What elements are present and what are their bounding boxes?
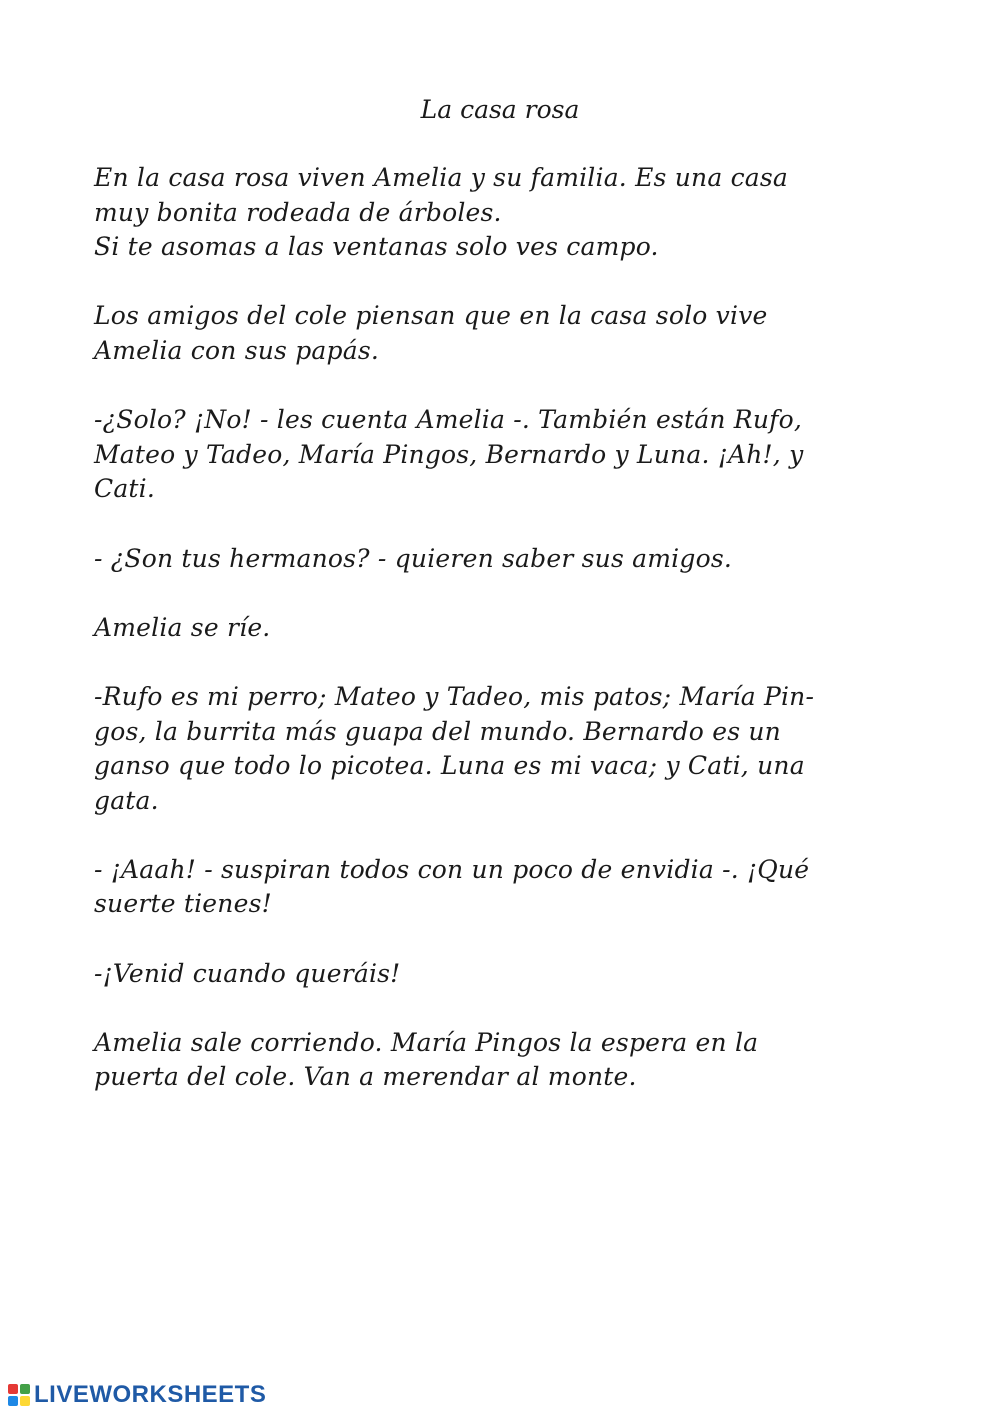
text-line: -¿Solo? ¡No! - les cuenta Amelia -. También están Rufo, bbox=[94, 405, 802, 435]
story-body bbox=[94, 161, 904, 1095]
text-line: Mateo y Tadeo, María Pingos, Bernardo y Luna. ¡Ah!, y bbox=[94, 439, 804, 469]
logo-text: LIVEWORKSHEETS bbox=[34, 1381, 267, 1408]
text-line: muy bonita rodeada de árboles. bbox=[94, 197, 502, 227]
text-line: puerta del cole. Van a merendar al monte. bbox=[94, 1062, 637, 1092]
text-line: En la casa rosa viven Amelia y su familia. Es una casa bbox=[94, 163, 789, 192]
text-line: Amelia sale corriendo. María Pingos la espera en la bbox=[94, 1027, 759, 1057]
text-line: ganso que todo lo picotea. Luna es mi vaca; y Cati, una bbox=[94, 751, 805, 781]
liveworksheets-logo bbox=[8, 1380, 266, 1410]
text-line: Amelia con sus papás. bbox=[94, 335, 379, 365]
text-line: Amelia se ríe. bbox=[94, 612, 271, 642]
text-line: -Rufo es mi perro; Mateo y Tadeo, mis patos; María Pin- bbox=[94, 681, 815, 711]
text-line: - ¡Aaah! - suspiran todos con un poco de envidia -. ¡Qué bbox=[94, 854, 810, 884]
text-line: gos, la burrita más guapa del mundo. Bernardo es un bbox=[94, 716, 781, 746]
text-line: suerte tienes! bbox=[94, 889, 272, 919]
text-line: Los amigos del cole piensan que en la casa solo vive bbox=[94, 301, 768, 331]
text-line: Cati. bbox=[94, 474, 156, 504]
text-line: Si te asomas a las ventanas solo ves campo. bbox=[94, 232, 659, 262]
text-line: gata. bbox=[94, 785, 159, 815]
logo-blocks-icon bbox=[8, 1384, 30, 1406]
page-title: La casa rosa bbox=[420, 95, 580, 124]
text-line: - ¿Son tus hermanos? - quieren saber sus amigos. bbox=[94, 543, 732, 573]
text-line: -¡Venid cuando queráis! bbox=[94, 958, 401, 988]
